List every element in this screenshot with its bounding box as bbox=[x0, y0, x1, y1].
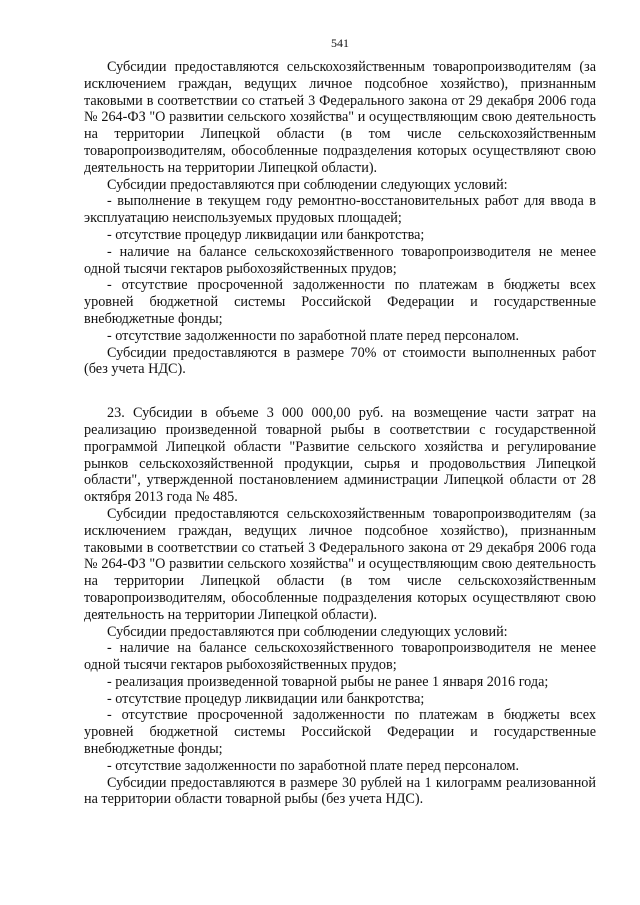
condition-item: - отсутствие задолженности по заработной плате перед персоналом. bbox=[107, 327, 520, 344]
paragraph-conditions-intro: Субсидии предоставляются при соблюдении следующих условий: bbox=[107, 623, 508, 640]
condition-item: - отсутствие просроченной задолженности по платежам в бюджеты всех уровней бюджетной системы Российской Федерации и государственные внебюджетные фонды; bbox=[84, 277, 596, 327]
paragraph-item-23: 23. Субсидии в объеме 3 000 000,00 руб. на возмещение части затрат на реализацию произведенной товарной рыбы в соответствии с государственной программой Липецкой области "Развитие сельского хозяйства и регулирование рынков сельскохозяйственной продукции, сырья и продовольствия Липецкой области", утвержденной постановлением администрации Липецкой области от 28 октября 2013 года № 485. bbox=[84, 405, 596, 506]
condition-item: - выполнение в текущем году ремонтно-восстановительных работ для ввода в эксплуатацию неиспользуемых прудовых площадей; bbox=[84, 193, 596, 227]
page-number: 541 bbox=[331, 36, 349, 50]
paragraph-subsidy-amount: Субсидии предоставляются в размере 30 рублей на 1 килограмм реализованной на территории области товарной рыбы (без учета НДС). bbox=[84, 774, 596, 808]
condition-item: - реализация произведенной товарной рыбы не ранее 1 января 2016 года; bbox=[107, 673, 549, 690]
condition-item: - отсутствие процедур ликвидации или банкротства; bbox=[107, 690, 425, 707]
condition-item: - наличие на балансе сельскохозяйственного товаропроизводителя не менее одной тысячи гектаров рыбохозяйственных прудов; bbox=[84, 640, 596, 674]
condition-item: - отсутствие просроченной задолженности по платежам в бюджеты всех уровней бюджетной системы Российской Федерации и государственные внебюджетные фонды; bbox=[84, 707, 596, 758]
condition-item: - отсутствие задолженности по заработной плате перед персоналом. bbox=[107, 757, 520, 774]
condition-item: - отсутствие процедур ликвидации или банкротства; bbox=[107, 226, 425, 243]
paragraph-conditions-intro: Субсидии предоставляются при соблюдении следующих условий: bbox=[107, 176, 508, 193]
condition-item: - наличие на балансе сельскохозяйственного товаропроизводителя не менее одной тысячи гектаров рыбохозяйственных прудов; bbox=[84, 243, 596, 277]
paragraph-subsidy-amount: Субсидии предоставляются в размере 70% от стоимости выполненных работ (без учета НДС). bbox=[84, 344, 596, 378]
paragraph-recipients: Субсидии предоставляются сельскохозяйственным товаропроизводителям (за исключением граждан, ведущих личное подсобное хозяйство), признанным таковыми в соответствии со статьей 3 Федерального закона от 29 декабря 2006 года № 264-ФЗ "О развитии сельского хозяйства" и осуществляющим свою деятельность на территории Липецкой области (в том числе сельскохозяйственным товаропроизводителям, обособленные подразделения которых осуществляют свою деятельность на территории Липецкой области). bbox=[84, 59, 596, 176]
document-page bbox=[84, 36, 596, 808]
section-gap bbox=[84, 378, 596, 405]
paragraph-recipients: Субсидии предоставляются сельскохозяйственным товаропроизводителям (за исключением граждан, ведущих личное подсобное хозяйство), признанным таковыми в соответствии со статьей 3 Федерального закона от 29 декабря 2006 года № 264-ФЗ "О развитии сельского хозяйства" и осуществляющим свою деятельность на территории Липецкой области (в том числе сельскохозяйственным товаропроизводителям, обособленные подразделения которых осуществляют свою деятельность на территории Липецкой области). bbox=[84, 505, 596, 623]
